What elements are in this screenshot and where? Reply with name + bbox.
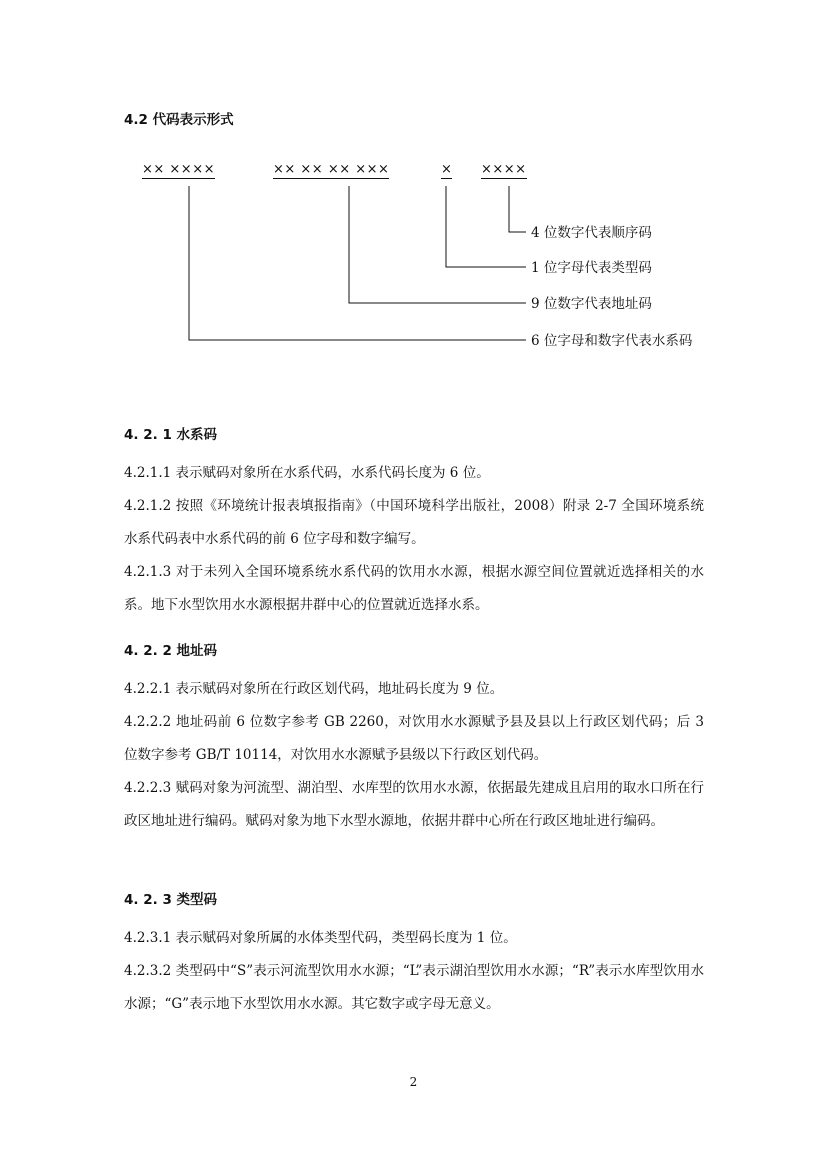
code-group-sequence: ×××× [481, 162, 527, 177]
connector-type [446, 186, 526, 267]
paragraph-4-2-2-3: 4.2.2.3 赋码对象为河流型、湖泊型、水库型的饮用水水源，依据最先建成且启用的取水口所在行政区地址进行编码。赋码对象为地下水型水源地，依据井群中心所在行政区地址进行编码。 [124, 780, 704, 829]
page-number: 2 [409, 1075, 418, 1089]
code-group-address: ×× ×× ×× ××× [273, 162, 390, 177]
paragraph-4-2-3-1: 4.2.3.1 表示赋码对象所属的水体类型代码，类型码长度为 1 位。 [124, 930, 517, 946]
paragraph-4-2-2-1: 4.2.2.1 表示赋码对象所在行政区划代码，地址码长度为 9 位。 [124, 681, 504, 697]
code-group-water-system: ×× ×××× [142, 162, 215, 177]
connector-address [349, 186, 526, 303]
label-sequence-code: 4 位数字代表顺序码 [531, 225, 652, 241]
paragraph-4-2-2-2: 4.2.2.2 地址码前 6 位数字参考 GB 2260，对饮用水水源赋予县及县以上行政区划代码；后 3 位数字参考 GB/T 10114，对饮用水水源赋予县级以下行政区划代码。 [124, 714, 704, 763]
paragraph-4-2-1-1: 4.2.1.1 表示赋码对象所在水系代码，水系代码长度为 6 位。 [124, 465, 490, 481]
section-title-4-2-1: 4. 2. 1 水系码 [124, 427, 218, 443]
code-group-type: × [441, 162, 453, 177]
section-title-4-2-3: 4. 2. 3 类型码 [124, 892, 218, 908]
connector-sequence [509, 186, 526, 232]
label-water-system-code: 6 位字母和数字代表水系码 [531, 333, 693, 349]
section-title-4-2-2: 4. 2. 2 地址码 [124, 643, 218, 659]
paragraph-4-2-1-3: 4.2.1.3 对于未列入全国环境系统水系代码的饮用水水源，根据水源空间位置就近选择相关的水系。地下水型饮用水水源根据井群中心的位置就近选择水系。 [124, 564, 704, 613]
connector-water-system [189, 186, 526, 340]
label-type-code: 1 位字母代表类型码 [531, 260, 652, 276]
label-address-code: 9 位数字代表地址码 [531, 296, 652, 312]
paragraph-4-2-1-2: 4.2.1.2 按照《环境统计报表填报指南》（中国环境科学出版社，2008）附录 2-7 全国环境系统水系代码表中水系代码的前 6 位字母和数字编写。 [124, 498, 704, 547]
code-connector-lines [0, 0, 827, 400]
paragraph-4-2-3-2: 4.2.3.2 类型码中“S”表示河流型饮用水水源；“L”表示湖泊型饮用水水源；“R”表示水库型饮用水水源；“G”表示地下水型饮用水水源。其它数字或字母无意义。 [124, 963, 704, 1012]
section-title-4-2: 4.2 代码表示形式 [124, 112, 234, 128]
